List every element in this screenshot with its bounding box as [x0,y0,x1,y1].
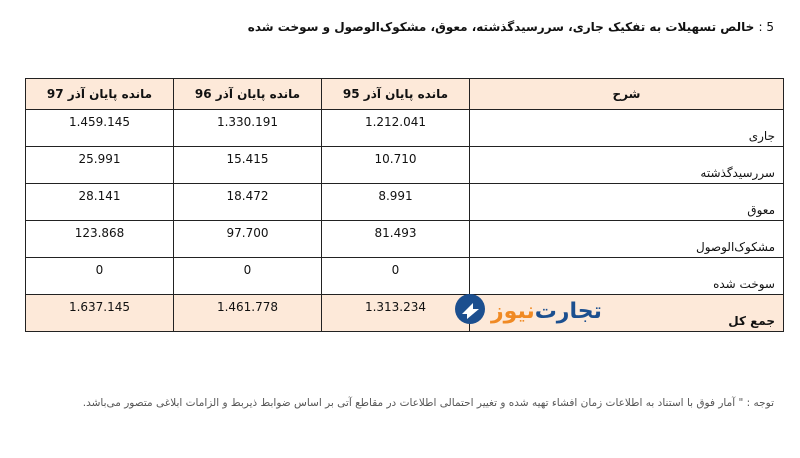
cell-value: 10.710 [322,147,470,184]
cell-value: 1.459.145 [26,110,174,147]
total-value: 1.637.145 [26,295,174,332]
logo-wordmark [491,299,602,324]
logo-emblem-icon [453,292,487,330]
cell-value: 123.868 [26,221,174,258]
table-header-row [26,79,784,110]
row-label: معوق [470,184,784,221]
header-1396: مانده پایان آذر 96 [174,79,322,110]
table-row [26,147,784,184]
cell-value: 25.991 [26,147,174,184]
section-heading [247,20,774,34]
logo-word-tejarat: تجارت [534,298,602,324]
cell-value: 1.330.191 [174,110,322,147]
table-row [26,258,784,295]
section-number: 5 : [758,20,774,34]
row-label: جاری [470,110,784,147]
cell-value: 0 [322,258,470,295]
table-total-row [26,295,784,332]
cell-value: 0 [26,258,174,295]
cell-value: 1.212.041 [322,110,470,147]
cell-value: 8.991 [322,184,470,221]
cell-value: 15.415 [174,147,322,184]
row-label: سوخت شده [470,258,784,295]
row-label: مشکوک‌الوصول [470,221,784,258]
tejarat-news-logo [453,291,613,331]
cell-value: 28.141 [26,184,174,221]
cell-value: 18.472 [174,184,322,221]
loans-table [25,78,784,332]
header-1395: مانده پایان آذر 95 [322,79,470,110]
total-value: 1.313.234 [322,295,470,332]
section-title: خالص تسهیلات به تفکیک جاری، سررسیدگذشته، معوق، مشکوک‌الوصول و سوخت شده [247,20,755,34]
table-row [26,110,784,147]
footnote: توجه : " آمار فوق با استناد به اطلاعات زمان افشاء تهیه شده و تغییر احتمالی اطلاعات در مقاطع آتی بر اساس ضوابط ذیربط و الزامات ابلاغی متصور می‌باشد. [82,397,774,409]
table-row [26,184,784,221]
cell-value: 0 [174,258,322,295]
total-label: جمع کل [470,295,784,332]
header-1397: مانده پایان آذر 97 [26,79,174,110]
cell-value: 97.700 [174,221,322,258]
table-row [26,221,784,258]
header-description: شرح [470,79,784,110]
total-value: 1.461.778 [174,295,322,332]
logo-word-news: نیوز [491,298,535,324]
cell-value: 81.493 [322,221,470,258]
row-label: سررسیدگذشته [470,147,784,184]
